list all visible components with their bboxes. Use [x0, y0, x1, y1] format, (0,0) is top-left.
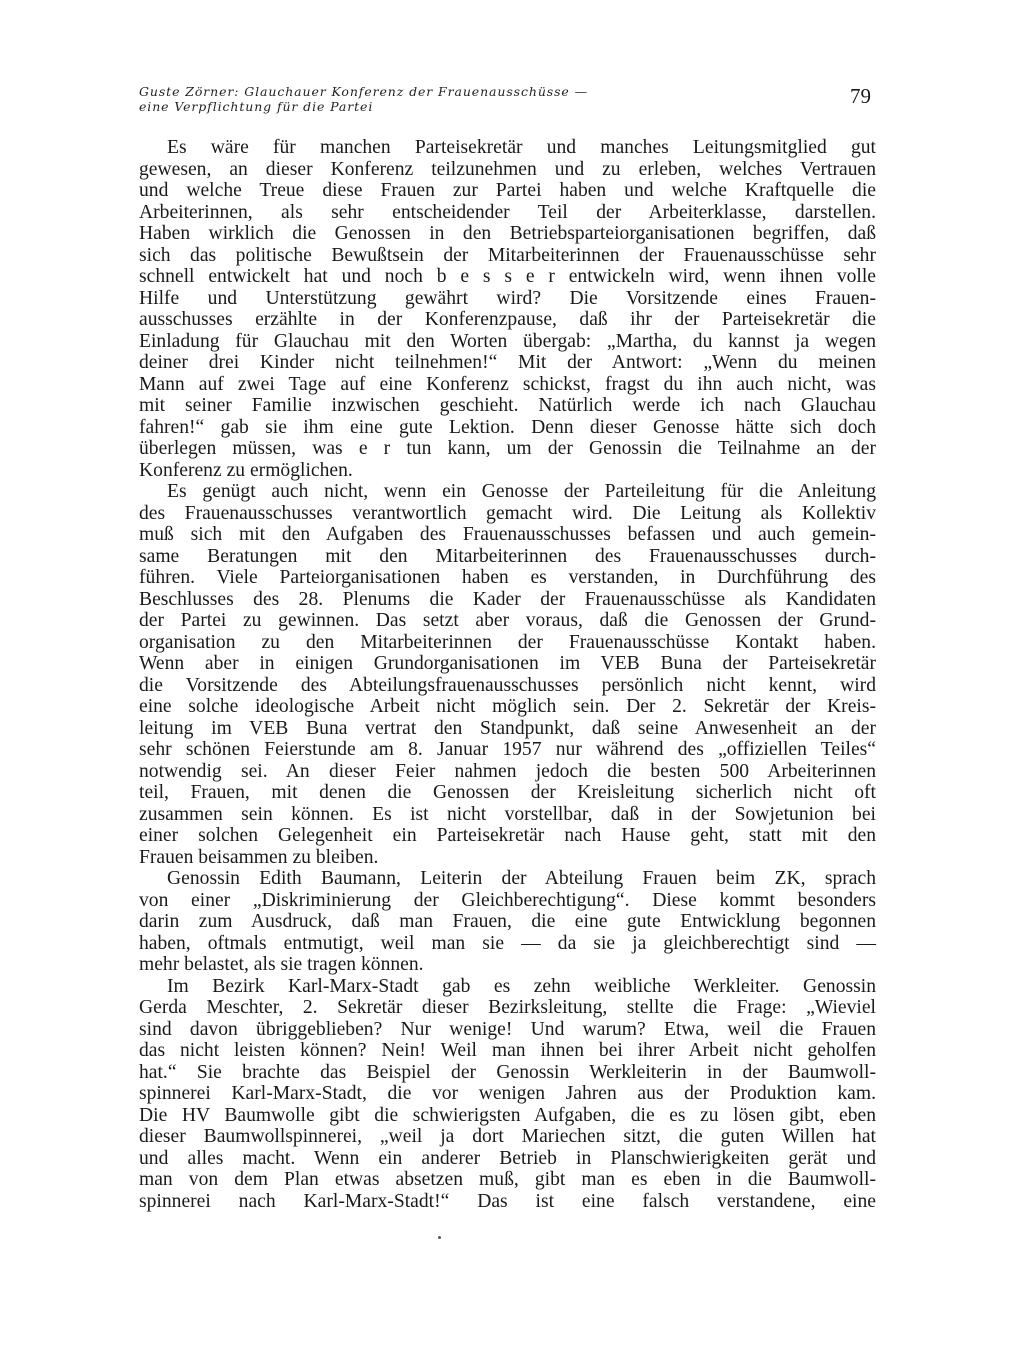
text-line: Im Bezirk Karl-Marx-Stadt gab es zehn weibliche Werkleiter. Genossin — [167, 975, 876, 997]
text-line: eine solche ideologische Arbeit nicht möglich sein. Der 2. Sekretär der Kreis- — [139, 696, 876, 717]
text-line: der Partei zu gewinnen. Das setzt aber voraus, daß die Genossen der Grund- — [139, 610, 876, 631]
text-line: Konferenz zu ermöglichen. — [139, 459, 353, 481]
text-line: Genossin Edith Baumann, Leiterin der Abteilung Frauen beim ZK, sprach — [167, 868, 876, 889]
text-line: Hilfe und Unterstützung gewährt wird? Die Vorsitzende eines Frauen- — [139, 287, 876, 309]
paragraph — [139, 137, 876, 481]
text-line: des Frauenausschusses verantwortlich gemacht wird. Die Leitung als Kollektiv — [139, 502, 876, 524]
text-line: muß sich mit den Aufgaben des Frauenausschusses befassen und auch gemein- — [139, 524, 876, 545]
text-line: leitung im VEB Buna vertrat den Standpunkt, daß seine Anwesenheit an der — [139, 717, 876, 739]
text-line: Gerda Meschter, 2. Sekretär dieser Bezirksleitung, stellte die Frage: „Wieviel — [139, 997, 876, 1018]
running-head-line-1: Guste Zörner: Glauchauer Konferenz der Frauenausschüsse — — [139, 84, 588, 99]
text-line: führen. Viele Parteiorganisationen haben es verstanden, in Durchführung des — [139, 567, 876, 588]
text-line: Es wäre für manchen Parteisekretär und manches Leitungsmitglied gut — [167, 137, 876, 158]
text-line: und alles macht. Wenn ein anderer Betrieb in Planschwierigkeiten gerät und — [139, 1147, 876, 1169]
text-line: einer solchen Gelegenheit ein Parteisekretär nach Hause geht, statt mit den — [139, 825, 876, 846]
text-line: ausschusses erzählte in der Konferenzpause, daß ihr der Parteisekretär die — [139, 309, 876, 330]
text-line: Die HV Baumwolle gibt die schwierigsten Aufgaben, die es zu lösen gibt, eben — [139, 1104, 876, 1126]
running-head-title — [139, 84, 588, 114]
text-line: haben, oftmals entmutigt, weil man sie — da sie ja gleichberechtigt sind — — [139, 932, 876, 954]
text-line: spinnerei Karl-Marx-Stadt, die vor wenigen Jahren aus der Produktion kam. — [139, 1083, 876, 1104]
text-line: man von dem Plan etwas absetzen muß, gibt man es eben in die Baumwoll- — [139, 1169, 876, 1190]
text-line: notwendig sei. An dieser Feier nahmen jedoch die besten 500 Arbeiterinnen — [139, 760, 876, 782]
text-line: Beschlusses des 28. Plenums die Kader der Frauenausschüsse als Kandidaten — [139, 588, 876, 610]
text-line: hat.“ Sie brachte das Beispiel der Genossin Werkleiterin in der Baumwoll- — [139, 1061, 876, 1083]
text-line: fahren!“ gab sie ihm eine gute Lektion. Denn dieser Genosse hätte sich doch — [139, 416, 876, 438]
text-line: Arbeiterinnen, als sehr entscheidender Teil der Arbeiterklasse, darstellen. — [139, 201, 876, 223]
text-line: deiner drei Kinder nicht teilnehmen!“ Mit der Antwort: „Wenn du meinen — [139, 352, 876, 373]
paragraph — [139, 481, 876, 868]
text-line: schnell entwickelt hat und noch b e s s e r entwickeln wird, wenn ihnen volle — [139, 266, 876, 287]
text-line: Mann auf zwei Tage auf eine Konferenz schickst, fragst du ihn auch nicht, was — [139, 373, 876, 395]
paragraph — [139, 976, 876, 1213]
text-line: dieser Baumwollspinnerei, „weil ja dort Mariechen sitzt, die guten Willen hat — [139, 1126, 876, 1147]
text-line: Einladung für Glauchau mit den Worten übergab: „Martha, du kannst ja wegen — [139, 330, 876, 352]
text-line: von einer „Diskriminierung der Gleichberechtigung“. Diese kommt besonders — [139, 889, 876, 911]
text-line: das nicht leisten können? Nein! Weil man ihnen bei ihrer Arbeit nicht geholfen — [139, 1040, 876, 1061]
body-text — [139, 137, 876, 1212]
text-line: sehr schönen Feierstunde am 8. Januar 1957 nur während des „offiziellen Teiles“ — [139, 739, 876, 760]
paragraph — [139, 868, 876, 976]
text-line: zusammen sein können. Es ist nicht vorstellbar, daß in der Sowjetunion bei — [139, 803, 876, 825]
text-line: überlegen müssen, was e r tun kann, um der Genossin die Teilnahme an der — [139, 438, 876, 459]
text-line: gewesen, an dieser Konferenz teilzunehmen und zu erleben, welches Vertrauen — [139, 158, 876, 180]
text-line: organisation zu den Mitarbeiterinnen der Frauenausschüsse Kontakt haben. — [139, 631, 876, 653]
text-line: mit seiner Familie inzwischen geschieht. Natürlich werde ich nach Glauchau — [139, 395, 876, 416]
text-line: mehr belastet, als sie tragen können. — [139, 954, 424, 975]
text-line: die Vorsitzende des Abteilungsfrauenausschusses persönlich nicht kennt, wird — [139, 674, 876, 696]
text-line: sind davon übriggeblieben? Nur wenige! Und warum? Etwa, weil die Frauen — [139, 1018, 876, 1040]
running-head — [139, 84, 879, 120]
text-line: sich das politische Bewußtsein der Mitarbeiterinnen der Frauenausschüsse sehr — [139, 244, 876, 266]
text-line: teil, Frauen, mit denen die Genossen der Kreisleitung sicherlich nicht oft — [139, 782, 876, 803]
text-line: Haben wirklich die Genossen in den Betriebsparteiorganisationen begriffen, daß — [139, 223, 876, 244]
running-head-line-2: eine Verpflichtung für die Partei — [139, 99, 374, 114]
page-number: 79 — [850, 84, 871, 108]
text-line: Frauen beisammen zu bleiben. — [139, 846, 379, 868]
text-line: darin zum Ausdruck, daß man Frauen, die eine gute Entwicklung begonnen — [139, 911, 876, 932]
text-line: spinnerei nach Karl-Marx-Stadt!“ Das ist eine falsch verstandene, eine — [139, 1190, 876, 1212]
text-line: Wenn aber in einigen Grundorganisationen im VEB Buna der Parteisekretär — [139, 653, 876, 674]
text-line: same Beratungen mit den Mitarbeiterinnen des Frauenausschusses durch- — [139, 545, 876, 567]
text-line: und welche Treue diese Frauen zur Partei haben und welche Kraftquelle die — [139, 180, 876, 201]
text-line: Es genügt auch nicht, wenn ein Genosse der Parteileitung für die Anleitung — [167, 481, 876, 502]
print-speck — [438, 1236, 441, 1239]
